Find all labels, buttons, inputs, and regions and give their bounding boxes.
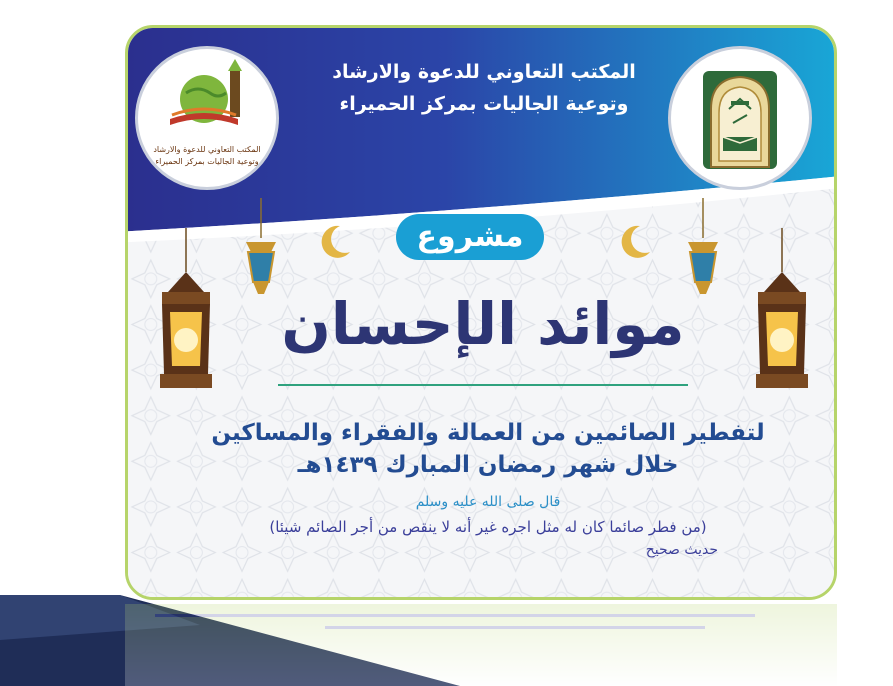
project-label: مشروع bbox=[396, 214, 544, 260]
ministry-emblem-icon bbox=[671, 49, 809, 187]
subtitle-line1: لتفطير الصائمين من العمالة والفقراء والمساكين bbox=[211, 420, 765, 446]
logo-text-line1: المكتب التعاوني للدعوة والارشاد bbox=[153, 145, 261, 154]
standing-lantern-icon bbox=[146, 228, 226, 408]
reflection-shape bbox=[125, 604, 837, 686]
crescent-moon-icon bbox=[614, 222, 654, 262]
ministry-emblem bbox=[668, 46, 812, 190]
poster-reflection bbox=[125, 604, 837, 686]
title-divider bbox=[278, 384, 688, 386]
office-logo bbox=[135, 46, 279, 190]
project-title: موائد الإحسان bbox=[281, 290, 685, 358]
hadith-text: (من فطر صائما كان له مثل اجره غير أنه لا ينقص من أجر الصائم شيئا) bbox=[269, 518, 707, 536]
logo-text-line2: وتوعية الجاليات بمركز الحميراء bbox=[155, 157, 259, 166]
crescent-moon-icon bbox=[314, 222, 354, 262]
header-title-line2: وتوعية الجاليات بمركز الحميراء bbox=[339, 93, 629, 115]
poster-card bbox=[125, 25, 837, 600]
standing-lantern-icon bbox=[742, 228, 822, 408]
hadith-intro: قال صلى الله عليه وسلم bbox=[415, 494, 561, 510]
hadith-grade: حديث صحيح bbox=[645, 542, 718, 558]
subtitle-line2: خلال شهر رمضان المبارك ١٤٣٩هـ bbox=[297, 452, 679, 478]
header-title-line1: المكتب التعاوني للدعوة والارشاد bbox=[332, 61, 636, 83]
